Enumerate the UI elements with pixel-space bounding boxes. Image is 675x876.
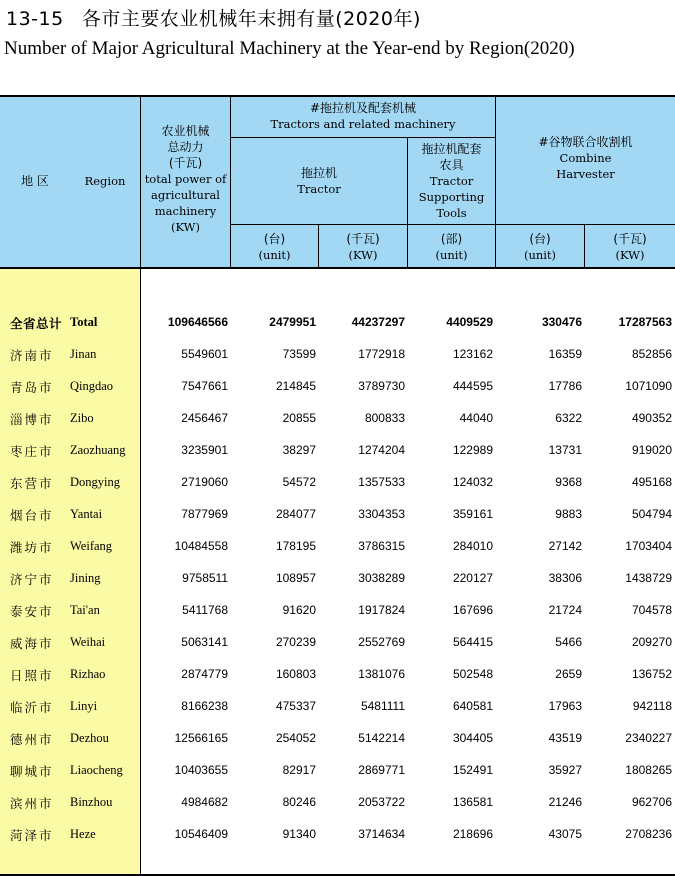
cell-tractor-power: 44237297 (351, 315, 405, 329)
region-name-en: Binzhou (70, 795, 113, 809)
cell-supporting-tools: 44040 (459, 411, 493, 425)
cell-combine-count: 9368 (555, 475, 582, 489)
cell-total-power: 109646566 (167, 315, 228, 329)
region-name-en: Linyi (70, 699, 98, 713)
cell-tractor-count: 91340 (282, 827, 316, 841)
cell-tractor-power: 3304353 (358, 507, 405, 521)
supporting-label-5: Tools (436, 206, 467, 220)
region-name-zh: 滨州市 (10, 796, 54, 811)
table-row (0, 401, 675, 433)
cell-tractor-power: 3786315 (358, 539, 405, 553)
unit-en: (unit) (523, 248, 557, 262)
cell-combine-power: 495168 (631, 475, 672, 489)
supporting-label-4: Supporting (418, 190, 485, 204)
cell-total-power: 2874779 (181, 667, 228, 681)
region-name-en: Dongying (70, 475, 120, 489)
cell-tractor-power: 1357533 (358, 475, 405, 489)
cell-total-power: 10546409 (174, 827, 228, 841)
cell-tractor-power: 1381076 (358, 667, 405, 681)
table-row (0, 753, 675, 785)
cell-tractor-count: 270239 (275, 635, 316, 649)
table-row (0, 465, 675, 497)
region-name-en: Zibo (70, 411, 94, 425)
region-name-zh: 德州市 (10, 732, 54, 747)
combine-en-label-1: Combine (559, 151, 612, 165)
cell-combine-count: 16359 (548, 347, 582, 361)
cell-total-power: 9758511 (182, 571, 228, 585)
unit-cell-combine-count (496, 227, 584, 267)
table-row-total (0, 305, 675, 337)
table-row (0, 561, 675, 593)
cell-total-power: 5549601 (181, 347, 228, 361)
cell-combine-count: 35927 (548, 763, 582, 777)
cell-combine-count: 2659 (555, 667, 582, 681)
total-power-label-7: (KW) (171, 220, 200, 234)
unit-zh: (台) (263, 232, 286, 246)
cell-tractor-power: 2869771 (358, 763, 405, 777)
table-row (0, 721, 675, 753)
region-name-zh: 日照市 (10, 668, 54, 683)
region-name-en: Jining (70, 571, 101, 585)
cell-tractor-power: 5481111 (360, 699, 405, 713)
cell-tractor-count: 82917 (282, 763, 316, 777)
region-name-en: Weihai (70, 635, 106, 649)
cell-tractor-count: 2479951 (269, 315, 316, 329)
cell-combine-count: 43519 (548, 731, 582, 745)
region-name-zh: 枣庄市 (10, 444, 54, 459)
supporting-label-2: 农具 (439, 158, 464, 172)
cell-supporting-tools: 359161 (452, 507, 493, 521)
cell-supporting-tools: 4409529 (446, 315, 493, 329)
cell-combine-count: 17786 (548, 379, 582, 393)
cell-total-power: 3235901 (181, 443, 228, 457)
cell-combine-count: 27142 (548, 539, 582, 553)
region-name-en: Total (70, 315, 98, 329)
tractor-zh-label: 拖拉机 (300, 166, 337, 180)
cell-combine-count: 17963 (548, 699, 582, 713)
combine-en-label-2: Harvester (556, 167, 615, 181)
cell-supporting-tools: 167696 (452, 603, 493, 617)
table-row (0, 497, 675, 529)
region-name-en: Weifang (70, 539, 113, 553)
region-name-zh: 菏泽市 (10, 828, 54, 843)
supporting-label-1: 拖拉机配套 (421, 142, 482, 156)
cell-combine-count: 5466 (555, 635, 582, 649)
tractors-group-en-label: Tractors and related machinery (270, 117, 456, 131)
table-row (0, 657, 675, 689)
total-power-label-6: machinery (154, 204, 217, 218)
tractor-en-label: Tractor (297, 182, 341, 196)
tractors-group-zh-label: #拖拉机及配套机械 (309, 101, 417, 115)
cell-supporting-tools: 304405 (452, 731, 493, 745)
header-tractor (231, 138, 407, 224)
unit-divider-line (230, 224, 675, 225)
cell-supporting-tools: 444595 (452, 379, 493, 393)
unit-en: (KW) (348, 248, 378, 262)
table-row (0, 433, 675, 465)
cell-tractor-power: 3789730 (358, 379, 405, 393)
cell-total-power: 12566165 (174, 731, 228, 745)
cell-tractor-count: 160803 (275, 667, 316, 681)
region-name-zh: 东营市 (10, 476, 54, 491)
region-name-zh: 青岛市 (10, 380, 54, 395)
region-name-en: Rizhao (70, 667, 106, 681)
unit-zh: (千瓦) (346, 232, 380, 246)
cell-tractor-count: 20855 (282, 411, 316, 425)
total-power-label-4: total power of (144, 172, 227, 186)
table-row (0, 369, 675, 401)
cell-tractor-count: 178195 (275, 539, 316, 553)
region-en-label: Region (84, 174, 126, 188)
cell-supporting-tools: 564415 (452, 635, 493, 649)
cell-combine-count: 330476 (541, 315, 582, 329)
cell-tractor-count: 284077 (275, 507, 316, 521)
unit-cell-supporting-count (408, 227, 495, 267)
table-title-en: Number of Major Agricultural Machinery at the Year-end by Region(2020) (4, 38, 575, 59)
unit-en: (unit) (258, 248, 291, 262)
header-tractors-group (231, 95, 495, 137)
table-title-zh (6, 4, 421, 31)
header-supporting-tools (408, 138, 495, 224)
cell-combine-count: 21246 (548, 795, 582, 809)
table-row (0, 817, 675, 849)
cell-combine-power: 136752 (631, 667, 672, 681)
cell-combine-count: 43075 (548, 827, 582, 841)
cell-supporting-tools: 502548 (452, 667, 493, 681)
cell-total-power: 7547661 (181, 379, 228, 393)
cell-tractor-power: 5142214 (358, 731, 405, 745)
cell-combine-count: 13731 (548, 443, 582, 457)
cell-total-power: 7877969 (181, 507, 228, 521)
total-power-label-3: (千瓦) (168, 156, 203, 170)
cell-combine-power: 919020 (631, 443, 672, 457)
region-name-zh: 威海市 (10, 636, 54, 651)
unit-zh: (部) (440, 232, 463, 246)
region-name-en: Yantai (70, 507, 103, 521)
total-power-label-2: 总动力 (167, 140, 204, 154)
cell-tractor-power: 1772918 (358, 347, 405, 361)
cell-supporting-tools: 220127 (452, 571, 493, 585)
cell-tractor-count: 254052 (275, 731, 316, 745)
unit-zh: (台) (529, 232, 551, 246)
cell-tractor-power: 3038289 (358, 571, 405, 585)
cell-supporting-tools: 122989 (452, 443, 493, 457)
region-name-en: Jinan (70, 347, 97, 361)
cell-supporting-tools: 152491 (452, 763, 493, 777)
cell-combine-power: 209270 (631, 635, 672, 649)
region-name-zh: 济南市 (10, 348, 54, 363)
cell-combine-power: 1438729 (625, 571, 672, 585)
cell-combine-power: 490352 (631, 411, 672, 425)
cell-combine-power: 17287563 (618, 315, 672, 329)
cell-total-power: 10484558 (174, 539, 228, 553)
cell-tractor-count: 38297 (282, 443, 316, 457)
header-combine-harvester (496, 123, 675, 193)
region-name-zh: 潍坊市 (10, 540, 54, 555)
combine-zh-label: #谷物联合收割机 (538, 135, 633, 149)
cell-supporting-tools: 284010 (452, 539, 493, 553)
cell-combine-count: 21724 (548, 603, 582, 617)
cell-total-power: 8166238 (181, 699, 228, 713)
cell-tractor-power: 800833 (364, 411, 405, 425)
header-total-power (141, 119, 230, 239)
table-row (0, 593, 675, 625)
cell-total-power: 2719060 (181, 475, 228, 489)
cell-tractor-power: 1274204 (358, 443, 405, 457)
region-name-en: Zaozhuang (70, 443, 126, 457)
cell-tractor-power: 3714634 (358, 827, 405, 841)
unit-zh: (千瓦) (613, 232, 647, 246)
region-name-zh: 淄博市 (10, 412, 54, 427)
cell-total-power: 4984682 (181, 795, 228, 809)
cell-supporting-tools: 640581 (452, 699, 493, 713)
region-name-zh: 济宁市 (10, 572, 54, 587)
cell-tractor-count: 108957 (275, 571, 316, 585)
region-name-en: Dezhou (70, 731, 109, 745)
header-region-en (70, 155, 140, 207)
cell-total-power: 5063141 (181, 635, 228, 649)
region-name-en: Tai'an (70, 603, 100, 617)
cell-combine-power: 852856 (631, 347, 672, 361)
header-bottom-rule (0, 267, 675, 269)
cell-supporting-tools: 124032 (452, 475, 493, 489)
unit-en: (KW) (615, 248, 645, 262)
cell-combine-power: 962706 (631, 795, 672, 809)
unit-cell-tractor-count (231, 227, 318, 267)
cell-combine-count: 6322 (555, 411, 582, 425)
region-name-zh: 全省总计 (10, 316, 63, 331)
region-name-en: Heze (70, 827, 96, 841)
cell-tractor-count: 214845 (275, 379, 316, 393)
cell-tractor-power: 1917824 (358, 603, 405, 617)
table-number: 13-15 (6, 8, 64, 30)
header-region-zh (0, 155, 70, 207)
table-row (0, 529, 675, 561)
cell-tractor-count: 91620 (282, 603, 316, 617)
total-power-label-1: 农业机械 (161, 124, 210, 138)
cell-combine-power: 1071090 (625, 379, 672, 393)
cell-total-power: 2456467 (181, 411, 228, 425)
cell-combine-power: 1808265 (625, 763, 672, 777)
region-name-en: Liaocheng (70, 763, 123, 777)
table-title-zh-text: 各市主要农业机械年末拥有量(2020年) (81, 8, 421, 30)
cell-combine-count: 38306 (548, 571, 582, 585)
cell-supporting-tools: 218696 (452, 827, 493, 841)
cell-supporting-tools: 123162 (452, 347, 493, 361)
cell-tractor-count: 54572 (282, 475, 316, 489)
table-row (0, 689, 675, 721)
cell-combine-power: 704578 (631, 603, 672, 617)
cell-tractor-count: 73599 (282, 347, 316, 361)
cell-tractor-count: 80246 (282, 795, 316, 809)
cell-supporting-tools: 136581 (452, 795, 493, 809)
statistics-table (0, 95, 675, 876)
cell-total-power: 10403655 (174, 763, 228, 777)
cell-combine-power: 1703404 (625, 539, 672, 553)
cell-combine-count: 9883 (555, 507, 582, 521)
unit-cell-tractor-power (319, 227, 407, 267)
unit-en: (unit) (435, 248, 468, 262)
region-name-zh: 烟台市 (10, 508, 54, 523)
region-name-en: Qingdao (70, 379, 114, 393)
cell-tractor-count: 475337 (275, 699, 316, 713)
region-name-zh: 聊城市 (10, 764, 54, 779)
total-power-label-5: agricultural (151, 188, 220, 202)
table-row (0, 785, 675, 817)
region-name-zh: 临沂市 (10, 700, 54, 715)
unit-cell-combine-power (585, 227, 675, 267)
cell-combine-power: 942118 (632, 699, 672, 713)
region-name-zh: 泰安市 (10, 604, 54, 619)
cell-tractor-power: 2552769 (358, 635, 405, 649)
cell-combine-power: 2708236 (625, 827, 672, 841)
cell-total-power: 5411768 (182, 603, 228, 617)
cell-combine-power: 504794 (631, 507, 672, 521)
cell-tractor-power: 2053722 (358, 795, 405, 809)
cell-combine-power: 2340227 (625, 731, 672, 745)
region-zh-label: 地 区 (21, 174, 49, 188)
table-row (0, 625, 675, 657)
table-row (0, 337, 675, 369)
supporting-label-3: Tractor (429, 174, 474, 188)
